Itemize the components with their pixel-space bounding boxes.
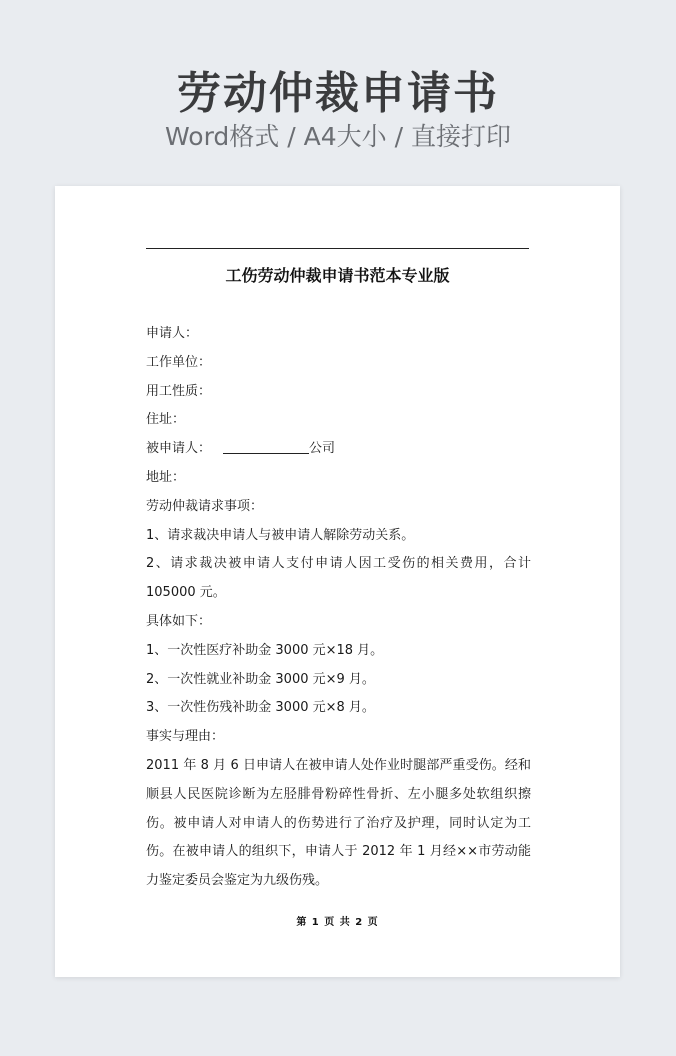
respondent-address-field: 地址：: [146, 469, 186, 485]
claim-item: 1、请求裁决申请人与被申请人解除劳动关系。: [146, 527, 415, 543]
document-title: 工伤劳动仲裁申请书范本专业版: [225, 266, 450, 285]
banner-subtitle: Word格式 / A4大小 / 直接打印: [165, 122, 511, 151]
claim-item: 2、请求裁决被申请人支付申请人因工受伤的相关费用，合计 105000 元。: [146, 556, 531, 601]
respondent-suffix: 公司: [309, 441, 336, 457]
detail-item: 1、一次性医疗补助金 3000 元×18 月。: [146, 642, 384, 658]
address-field: 住址：: [146, 412, 186, 428]
facts-heading: 事实与理由：: [146, 729, 225, 745]
detail-item: 3、一次性伤残补助金 3000 元×8 月。: [146, 700, 375, 716]
respondent-field: [146, 435, 531, 464]
respondent-blank-line: [223, 439, 309, 454]
document-page: [55, 186, 620, 977]
work-nature-field: 用工性质：: [146, 383, 212, 399]
header-rule: [146, 248, 529, 249]
details-heading: 具体如下：: [146, 613, 212, 629]
document-body: [146, 320, 531, 896]
work-unit-field: 工作单位：: [146, 354, 212, 370]
claims-heading: 劳动仲裁请求事项：: [146, 498, 264, 514]
page-number: 第 1 页 共 2 页: [296, 917, 379, 928]
detail-item: 2、一次性就业补助金 3000 元×9 月。: [146, 671, 375, 687]
respondent-label: 被申请人：: [146, 441, 212, 457]
facts-paragraph: 2011 年 8 月 6 日申请人在被申请人处作业时腿部严重受伤。经和顺县人民医院诊断为左胫腓骨粉碎性骨折、左小腿多处软组织擦伤。被申请人对申请人的伤势进行了治疗及护理，同时认定为工伤。在被申请人的组织下，申请人于 2012 年 1 月经××市劳动能力鉴定委员会鉴定为九级伤残。: [146, 757, 531, 889]
banner-title: 劳动仲裁申请书: [177, 68, 499, 119]
applicant-field: 申请人：: [146, 326, 199, 341]
